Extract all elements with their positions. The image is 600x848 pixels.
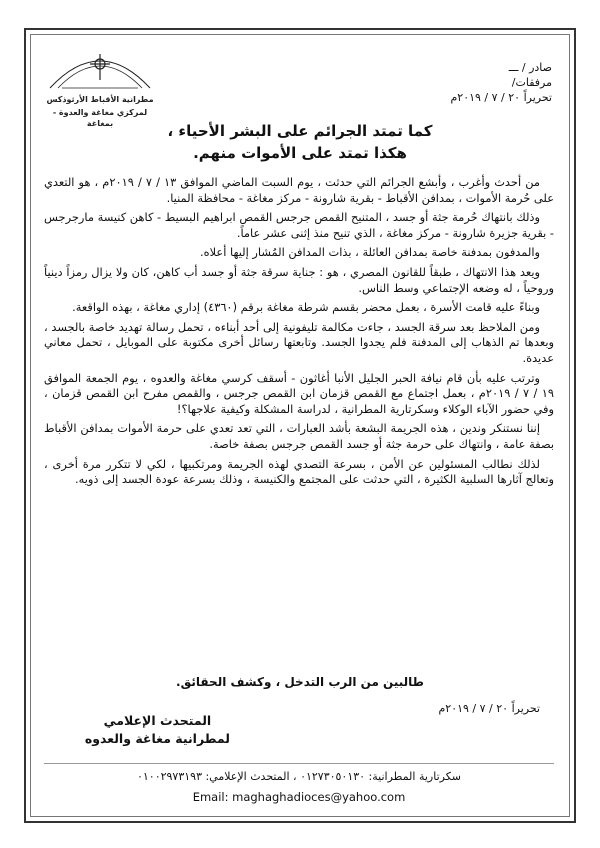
- footer-email[interactable]: Email: maghaghadioces@yahoo.com: [192, 790, 406, 804]
- paragraph-8: إننا نستنكر وندين ، هذه الجريمة البشعة بأشد العبارات ، التي تعد تعدي على حرمة الأموات بمدافن الأقباط بصفة عامة ، وانتهاك على حرمة جثة أو جسد القمص جرجس بصفة خاصة.: [44, 421, 554, 451]
- paragraph-6: ومن الملاحظ بعد سرقة الجسد ، جاءت مكالمة تليفونية إلى أحد أبناءه ، تحمل رسالة تهديد خاصة بالجسد ، وبعدها تم الذهاب إلى المدفنة فلم يجدوا الجسد. وتابعتها رسائل أخرى مكتوبة على الموبايل ، تحمل معاني عديدة.: [44, 319, 554, 365]
- paragraph-4: ويعد هذا الانتهاك ، طبقاً للقانون المصري ، هو : جناية سرقة جثة أو جسد أب كاهن، كان ولا يزال رمزاً دينياً وروحياً ، له وضعه الإجتماعي وسط الناس.: [44, 264, 554, 295]
- signature-title: المتحدث الإعلامي: [103, 713, 212, 728]
- paragraph-7: وترتب عليه بأن قام نيافة الحبر الجليل الأنبا أغاثون - أسقف كرسي مغاغة والعدوه ، يوم الجمعة الموافق ١٩ / ٧ / ٢٠١٩م ، بعمل اجتماع مع القمص قزمان ابن القمص جرجس ، والقمص مفرح ابن القمص قزمان ، وفي حضور الآباء الوكلاء وسكرتارية المطرانية ، لدراسة المشكلة وكيفية علاجها؟!: [44, 370, 554, 416]
- org-name-line1: مطرانية الأقباط الأرثوذكس: [46, 95, 154, 104]
- signature-block: [85, 712, 230, 748]
- paragraph-1: من أحدث وأغرب ، وأبشع الجرائم التي حدثت ، يوم السبت الماضي الموافق ١٣ / ٧ / ٢٠١٩م ، هو التعدي على حُرمة الأموات ، بمدافن الأقباط - بقرية شارونة - مركز مغاغة - محافظة المنيا.: [44, 175, 554, 205]
- date-bottom: تحريراً ٢٠ / ٧ / ٢٠١٩م: [438, 702, 540, 715]
- headline: [80, 120, 520, 164]
- paragraph-5: وبناءً عليه قامت الأسرة ، بعمل محضر بقسم شرطة مغاغة برقم (٤٣٦٠) إداري مغاغة ، بهذه الواقعة.: [72, 300, 540, 315]
- issued-number: صادر / ـــ: [508, 61, 552, 74]
- paragraph-9: لذلك نطالب المسئولين عن الأمن ، بسرعة التصدي لهذه الجريمة ومرتكبيها ، لكي لا تتكرر مرة أخرى ، وتعالج آثارها السلبية الكثيرة ، التي حدثت على المجتمع والكنيسة ، وذلك بسرعة عودة الجسد إلى ذويه.: [44, 456, 554, 487]
- signature-org: لمطرانية مغاغة والعدوه: [84, 731, 230, 746]
- date-top: تحريراً ٢٠ / ٧ / ٢٠١٩م: [450, 91, 552, 104]
- headline-line1: كما تمتد الجرائم على البشر الأحياء ،: [167, 122, 433, 140]
- church-seal-icon: [40, 40, 160, 92]
- letter-body: [44, 175, 554, 492]
- attachments: مرفقات/: [511, 76, 552, 89]
- footer-phones: سكرتارية المطرانية: ٠١٢٧٣٠٥٠١٣٠ ، المتحدث الإعلامي: ٠١٠٠٢٩٧٣١٩٣: [136, 770, 462, 783]
- headline-line2: هكذا تمتد على الأموات منهم.: [193, 144, 407, 162]
- paragraph-2: وذلك بانتهاك حُرمة جثة أو جسد ، المتنيح القمص جرجس القمص ابراهيم البسيط - كاهن كنيسة مارجرجس - بقرية جزيرة شارونة - مركز مغاغة ، الذي تنيح منذ إثنى عشر عاماً.: [44, 210, 554, 240]
- closing-line: طالبين من الرب التدخل ، وكشف الحقائق.: [176, 675, 424, 689]
- paragraph-3: والمدفون بمدفنة خاصة بمدافن العائلة ، بذات المدافن المُشار إليها أعلاه.: [200, 245, 540, 260]
- org-name-line2: لمركزي مغاغة والعدوة - بمغاغة: [52, 108, 148, 128]
- letterhead-logo: [40, 40, 160, 129]
- footer-divider: [44, 763, 554, 764]
- reference-block: [450, 60, 552, 105]
